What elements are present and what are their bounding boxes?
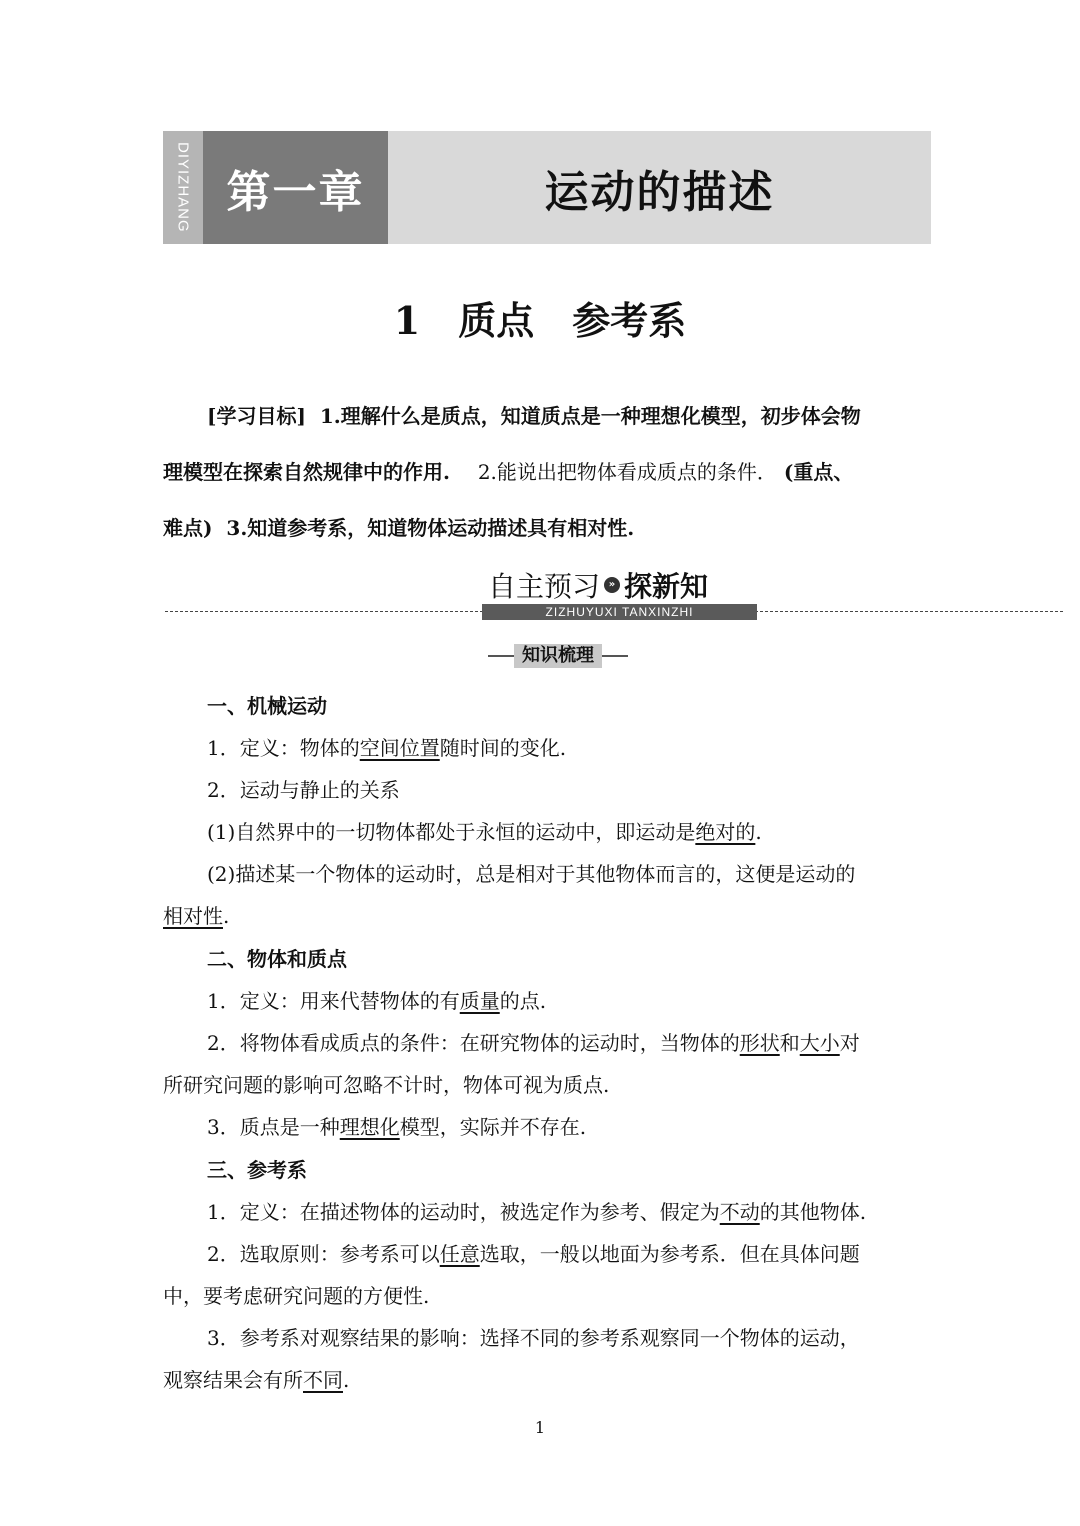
text: 3．质点是一种 [207, 1115, 340, 1139]
objectives-line-3 [163, 512, 634, 541]
answer: 不动 [719, 1200, 760, 1224]
answer: 理想化 [339, 1115, 400, 1139]
text: . [755, 820, 762, 844]
answer: 任意 [439, 1242, 480, 1266]
answer: 大小 [799, 1031, 840, 1055]
heading-reference-frame: 三、参考系 [207, 1158, 307, 1182]
label-line-left [488, 655, 514, 657]
answer: 相对性 [163, 904, 223, 928]
objective-2-tag-end: 难点) [163, 516, 213, 540]
heading-mechanical-motion: 一、机械运动 [207, 694, 327, 718]
definition-reference-frame [207, 1196, 866, 1225]
page-number: 1 [534, 1418, 546, 1437]
text: 选取，一般以地面为参考系．但在具体问题 [479, 1242, 860, 1266]
text: (1)自然界中的一切物体都处于永恒的运动中，即运动是 [207, 820, 696, 844]
text: 模型，实际并不存在. [399, 1115, 587, 1139]
answer: 绝对的 [695, 820, 756, 844]
knowledge-label [488, 643, 628, 669]
particle-condition-line-1 [207, 1027, 860, 1056]
text: 2．选取原则：参考系可以 [207, 1242, 440, 1266]
text: 的其他物体. [759, 1200, 867, 1224]
relative-motion-line-1: (2)描述某一个物体的运动时，总是相对于其他物体而言的，这便是运动的 [207, 862, 856, 886]
objective-3: 3.知道参考系，知道物体运动描述具有相对性. [226, 516, 635, 540]
absolute-motion [207, 816, 762, 845]
answer: 空间位置 [359, 736, 440, 760]
label-line-right [602, 655, 628, 657]
definition-particle [207, 985, 546, 1014]
objective-2: 2.能说出把物体看成质点的条件． [477, 460, 777, 484]
text: . [223, 904, 230, 928]
text: . [343, 1368, 350, 1392]
objectives-line-1 [207, 400, 861, 429]
reference-effect-line-1: 3．参考系对观察结果的影响：选择不同的参考系观察同一个物体的运动， [207, 1326, 860, 1350]
text: 2．将物体看成质点的条件：在研究物体的运动时，当物体的 [207, 1031, 740, 1055]
objectives-label: [学习目标] [207, 404, 306, 428]
text: 对 [839, 1031, 860, 1055]
motion-rest-relation: 2．运动与静止的关系 [207, 778, 400, 802]
selection-principle-line-1 [207, 1238, 860, 1267]
selection-principle-line-2: 中，要考虑研究问题的方便性. [163, 1284, 430, 1308]
objective-2-tag: (重点、 [783, 460, 854, 484]
section-title-right: 探新知 [624, 570, 709, 603]
text: 1．定义：在描述物体的运动时，被选定作为参考、假定为 [207, 1200, 720, 1224]
text: 1．定义：用来代替物体的有 [207, 989, 460, 1013]
section-title-left: 自主预习 [488, 570, 601, 603]
chapter-title: 运动的描述 [544, 166, 775, 218]
arrow-icon: » [604, 577, 620, 593]
knowledge-label-text: 知识梳理 [514, 644, 602, 668]
chapter-number: 第一章 [203, 131, 388, 244]
lesson-title: 1 质点 参考系 [393, 298, 687, 343]
text: 和 [779, 1031, 800, 1055]
text: 的点. [499, 989, 547, 1013]
objective-1b: 理模型在探索自然规律中的作用. [163, 460, 450, 484]
objectives-line-2 [163, 456, 853, 485]
answer: 质量 [459, 989, 500, 1013]
chapter-pinyin: DIYIZHANG [163, 131, 203, 244]
definition-motion [207, 732, 566, 761]
relative-motion-line-2 [163, 900, 229, 929]
reference-effect-line-2 [163, 1364, 349, 1393]
particle-ideal-model [207, 1111, 586, 1140]
heading-particle: 二、物体和质点 [207, 947, 347, 971]
particle-condition-line-2: 所研究问题的影响可忽略不计时，物体可视为质点. [163, 1073, 610, 1097]
objective-1a: 1.理解什么是质点，知道质点是一种理想化模型，初步体会物 [319, 404, 861, 428]
text: 随时间的变化. [439, 736, 567, 760]
text: 观察结果会有所 [163, 1368, 303, 1392]
text: 1．定义：物体的 [207, 736, 360, 760]
answer: 不同 [303, 1368, 343, 1392]
section-title [488, 567, 708, 603]
answer: 形状 [739, 1031, 780, 1055]
section-pinyin: ZIZHUYUXI TANXINZHI [482, 604, 757, 620]
